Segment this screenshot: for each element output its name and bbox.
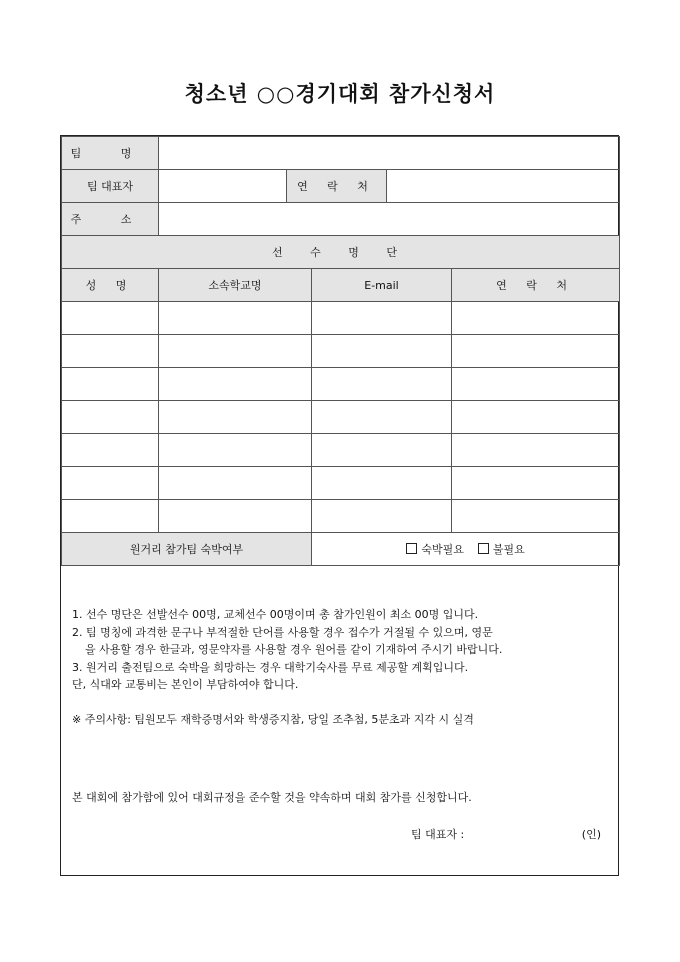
cell[interactable] — [312, 368, 452, 401]
cell[interactable] — [452, 401, 620, 434]
table-row — [62, 368, 620, 401]
team-rep-field[interactable] — [159, 170, 287, 203]
col-header-email: E-mail — [312, 269, 452, 302]
table-row — [62, 500, 620, 533]
cell[interactable] — [159, 500, 312, 533]
cell[interactable] — [312, 335, 452, 368]
lodging-needed-checkbox[interactable]: 숙박필요 — [406, 543, 464, 556]
col-header-name: 성 명 — [62, 269, 159, 302]
team-name-field[interactable] — [159, 137, 620, 170]
cell[interactable] — [312, 401, 452, 434]
cell[interactable] — [159, 467, 312, 500]
col-header-contact: 연 락 처 — [452, 269, 620, 302]
cell[interactable] — [159, 434, 312, 467]
cell[interactable] — [312, 500, 452, 533]
col-header-school: 소속학교명 — [159, 269, 312, 302]
address-field[interactable] — [159, 203, 620, 236]
lodging-options — [312, 533, 620, 566]
cell[interactable] — [159, 335, 312, 368]
roster-title: 선 수 명 단 — [62, 236, 620, 269]
cell[interactable] — [62, 302, 159, 335]
cell[interactable] — [62, 368, 159, 401]
cell[interactable] — [62, 467, 159, 500]
cell[interactable] — [452, 368, 620, 401]
cell[interactable] — [312, 467, 452, 500]
cell[interactable] — [159, 368, 312, 401]
seal-mark[interactable]: (인) — [581, 828, 601, 841]
note-line: 단, 식대와 교통비는 본인이 부담하여야 합니다. — [72, 678, 299, 691]
checkbox-icon — [478, 543, 489, 554]
lodging-label: 원거리 참가팀 숙박여부 — [62, 533, 312, 566]
lodging-not-needed-checkbox[interactable]: 불필요 — [478, 543, 525, 556]
signature-label: 팀 대표자 : — [411, 828, 465, 841]
note-line: 을 사용할 경우 한글과, 영문약자를 사용할 경우 원어를 같이 기재하여 주시기 바랍니다. — [85, 643, 503, 656]
contact-field[interactable] — [387, 170, 620, 203]
application-form — [60, 135, 619, 876]
form-table — [61, 136, 620, 566]
cell[interactable] — [452, 500, 620, 533]
notes — [72, 606, 612, 728]
table-row — [62, 467, 620, 500]
team-name-label: 팀 명 — [62, 137, 159, 170]
table-row — [62, 401, 620, 434]
cell[interactable] — [452, 335, 620, 368]
table-row — [62, 302, 620, 335]
table-row — [62, 335, 620, 368]
cell[interactable] — [159, 401, 312, 434]
pledge-statement: 본 대회에 참가함에 있어 대회규정을 준수할 것을 약속하며 대회 참가를 신청합니다. — [72, 791, 472, 804]
note-line: 2. 팀 명칭에 과격한 문구나 부적절한 단어를 사용할 경우 접수가 거절될 수 있으며, 영문 — [72, 625, 493, 639]
team-rep-label: 팀 대표자 — [62, 170, 159, 203]
table-row — [62, 434, 620, 467]
form-title: 청소년 ○○경기대회 참가신청서 — [184, 81, 496, 106]
cell[interactable] — [62, 335, 159, 368]
checkbox-icon — [406, 543, 417, 554]
cell[interactable] — [452, 434, 620, 467]
cell[interactable] — [312, 302, 452, 335]
cell[interactable] — [62, 500, 159, 533]
caution-note: ※ 주의사항: 팀원모두 재학증명서와 학생증지참, 당일 조추첨, 5분초과 지각 시 실격 — [72, 712, 474, 726]
address-label: 주 소 — [62, 203, 159, 236]
signature-line — [411, 826, 601, 842]
cell[interactable] — [62, 434, 159, 467]
cell[interactable] — [62, 401, 159, 434]
cell[interactable] — [452, 302, 620, 335]
note-line: 1. 선수 명단은 선발선수 00명, 교체선수 00명이며 총 참가인원이 최소 00명 입니다. — [72, 608, 479, 621]
cell[interactable] — [452, 467, 620, 500]
note-line: 3. 원거리 출전팀으로 숙박을 희망하는 경우 대학기숙사를 무료 제공할 계획입니다. — [72, 660, 469, 674]
contact-label: 연 락 처 — [287, 170, 387, 203]
cell[interactable] — [312, 434, 452, 467]
cell[interactable] — [159, 302, 312, 335]
